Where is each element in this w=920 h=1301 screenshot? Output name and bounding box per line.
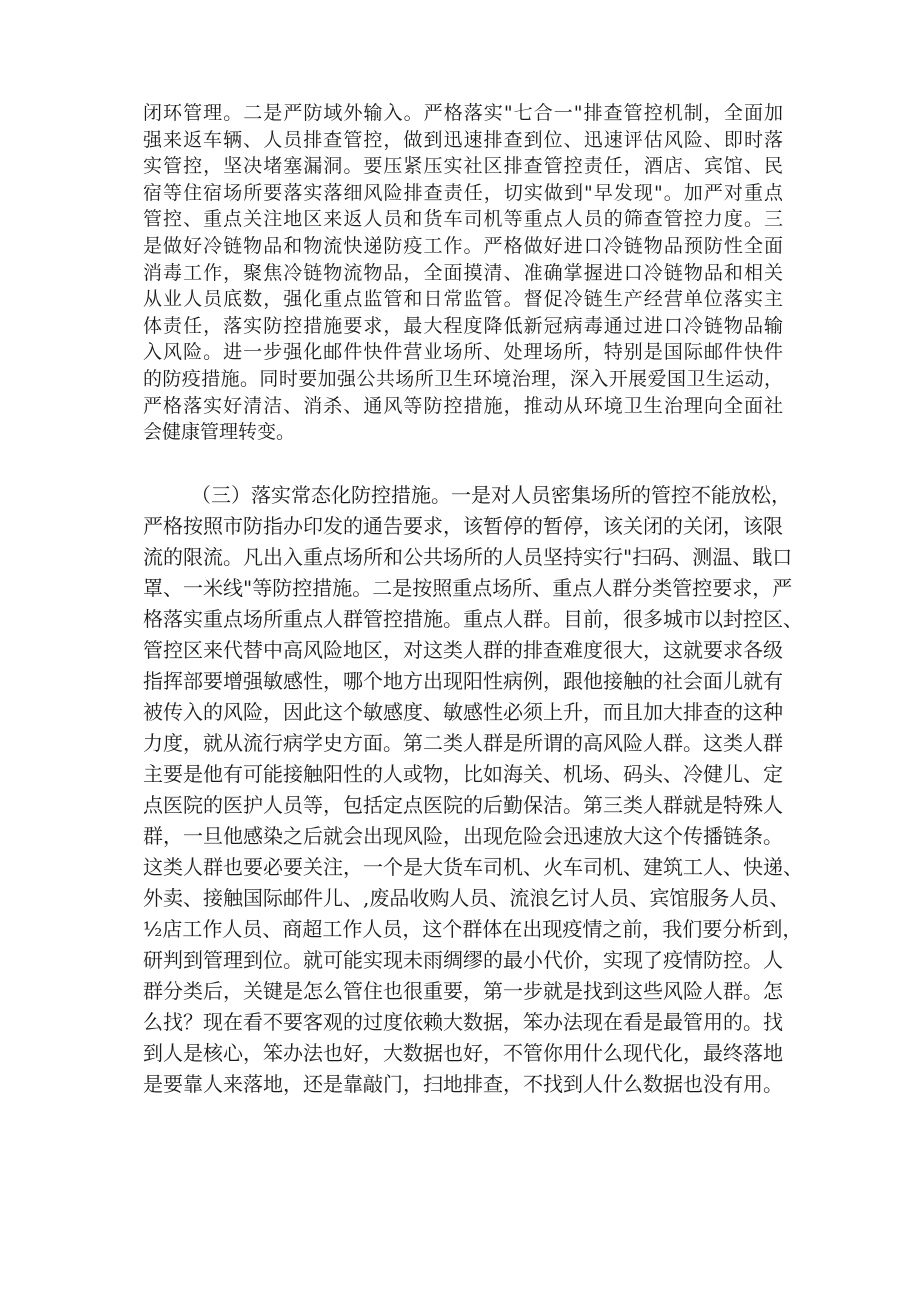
section-heading-line: （三）落实常态化防控措施。一是对人员密集场所的管控不能放松，: [191, 483, 791, 507]
text-line: 么找？现在看不要客观的过度依赖大数据，笨办法现在看是最管用的。找: [143, 1010, 783, 1034]
text-line: 点医院的医护人员等，包括定点医院的后勤保洁。第三类人群就是特殊人: [143, 793, 783, 817]
text-line: 闭环管理。二是严防域外输入。严格落实"七合一"排查管控机制，全面加: [143, 102, 783, 124]
text-line: 管控区来代替中高风险地区，对这类人群的排查难度很大，这就要求各级: [143, 638, 783, 662]
text-line: 外卖、接触国际邮件儿、,废品收购人员、流浪乞讨人员、宾馆服务人员、: [143, 886, 790, 910]
text-line: 实管控，坚决堵塞漏洞。要压紧压实社区排查管控责任，酒店、宾馆、民: [143, 155, 783, 178]
text-line: 是做好冷链物品和物流快递防疫工作。严格做好进口冷链物品预防性全面: [143, 234, 783, 257]
text-line: 入风险。进一步强化邮件快件营业场所、处理场所，特别是国际邮件快件: [143, 341, 783, 364]
text-line: 群，一旦他感染之后就会出现风险，出现危险会迅速放大这个传播链条。: [143, 824, 783, 848]
text-line: 研判到管理到位。就可能实现未雨绸缪的最小代价，实现了疫情防控。人: [143, 948, 783, 972]
text-line: 的防疫措施。同时要加强公共场所卫生环境治理，深入开展爱国卫生运动，: [143, 367, 783, 390]
text-line: 管控、重点关注地区来返人员和货车司机等重点人员的筛查管控力度。三: [143, 208, 783, 231]
text-line: 流的限流。凡出入重点场所和公共场所的人员坚持实行"扫码、测温、戢口: [143, 545, 793, 569]
text-line: 主要是他有可能接触阳性的人或物，比如海关、机场、码头、冷健儿、定: [143, 762, 783, 786]
text-line: ½店工作人员、商超工作人员，这个群体在出现疫情之前，我们要分析到，: [143, 917, 803, 941]
text-line: 严格按照市防指办印发的通告要求，该暂停的暂停，该关闭的关闭，该限: [143, 514, 783, 538]
text-line: 格落实重点场所重点人群管控措施。重点人群。目前，很多城市以封控区、: [143, 607, 803, 631]
text-line: 体责任，落实防控措施要求，最大程度降低新冠病毒通过进口冷链物品输: [143, 314, 783, 337]
text-line: 是要靠人来落地，还是靠敲门，扫地排查，不找到人什么数据也没有用。: [143, 1072, 783, 1096]
text-line: 消毒工作，聚焦冷链物流物品，全面摸清、准确掌握进口冷链物品和相关: [143, 261, 783, 284]
text-line: 指挥部要增强敏感性，哪个地方出现阳性病例，跟他接触的社会面儿就有: [143, 669, 783, 693]
text-line: 强来返车辆、人员排查管控，做到迅速排查到位、迅速评估风险、即时落: [143, 128, 783, 151]
text-line: 从业人员底数，强化重点监管和日常监管。督促冷链生产经营单位落实主: [143, 288, 783, 311]
text-line: 严格落实好清洁、消杀、通风等防控措施，推动从环境卫生治理向全面社: [143, 394, 783, 417]
text-line: 宿等住宿场所要落实落细风险排查责任，切实做到"早发现"。加严对重点: [143, 181, 783, 204]
text-line: 群分类后，关键是怎么管住也很重要，第一步就是找到这些风险人群。怎: [143, 979, 783, 1003]
text-line: 这类人群也要必要关注，一个是大货车司机、火车司机、建筑工人、快递、: [143, 855, 803, 879]
paragraph-1: [143, 100, 783, 446]
paragraph-2: [143, 480, 803, 1100]
text-line: 被传入的风险，因此这个敏感度、敏感性必须上升，而且加大排查的这种: [143, 700, 783, 724]
text-line: 会健康管理转变。: [143, 421, 296, 444]
text-line: 到人是核心，笨办法也好，大数据也好，不管你用什么现代化，最终落地: [143, 1041, 783, 1065]
text-line: 力度，就从流行病学史方面。第二类人群是所谓的高风险人群。这类人群: [143, 731, 783, 755]
text-line: 罩、一米线"等防控措施。二是按照重点场所、重点人群分类管控要求，严: [143, 576, 793, 600]
